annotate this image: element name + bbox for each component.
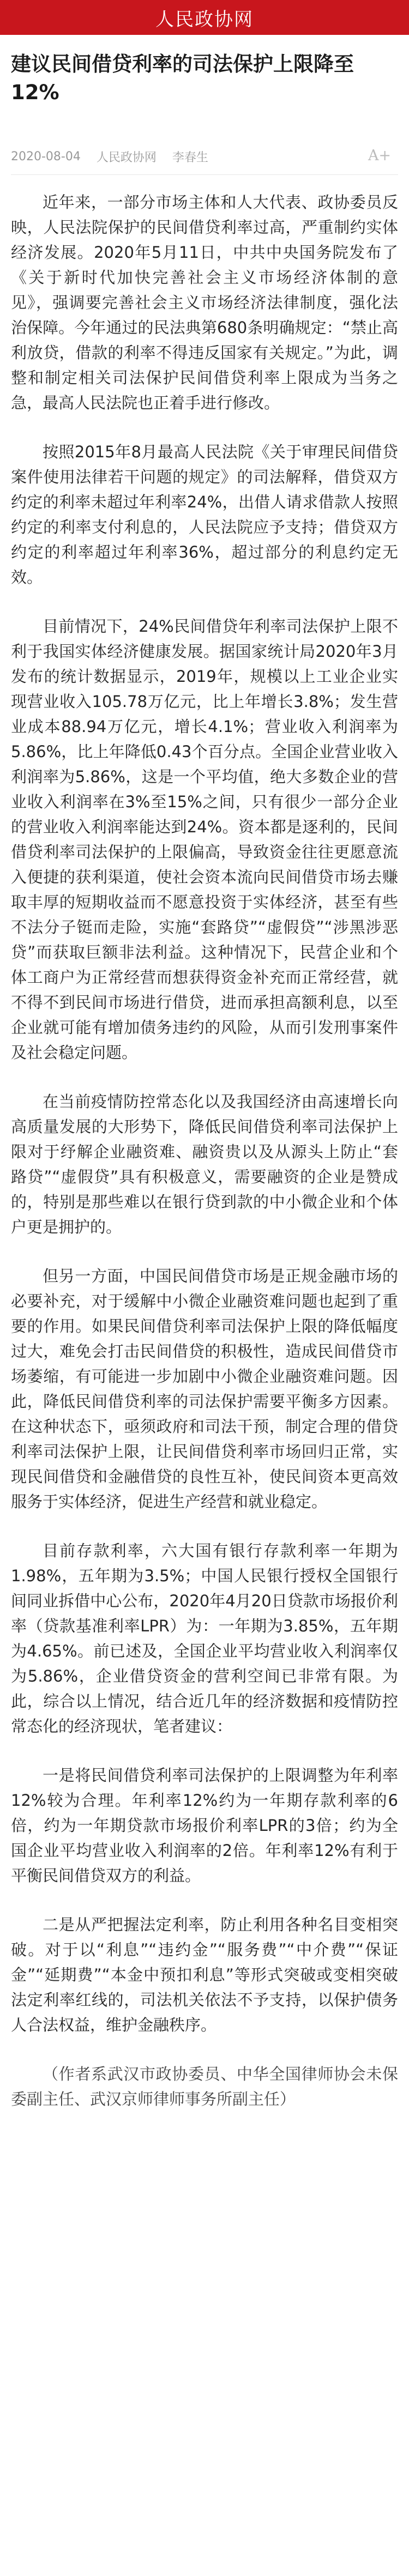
- author-note: （作者系武汉市政协委员、中华全国律师协会未保委副主任、武汉京师律师事务所副主任）: [11, 2065, 398, 2108]
- article-source[interactable]: 人民政协网: [96, 151, 157, 165]
- article-meta: [11, 148, 398, 170]
- article-paragraph: 但另一方面，中国民间借贷市场是正规金融市场的必要补充，对于缓解中小微企业融资难问题也起到了重要的作用。如果民间借贷利率司法保护上限的降低幅度过大，难免会打击民间借贷的积极性，造成民间借贷市场萎缩，有可能进一步加剧中小微企业融资难问题。因此，降低民间借贷利率的司法保护需要平衡多方因素。在这种状态下，亟须政府和司法干预，制定合理的借贷利率司法保护上限，让民间借贷利率市场回归正常，实现民间借贷和金融借贷的良性互补，使民间资本更高效服务于实体经济，促进生产经营和就业稳定。: [11, 1267, 398, 1511]
- article-paragraph: 近年来，一部分市场主体和人大代表、政协委员反映，人民法院保护的民间借贷利率过高，严重制约实体经济发展。2020年5月11日，中共中央国务院发布了《关于新时代加快完善社会主义市场经济体制的意见》，强调要完善社会主义市场经济法律制度，强化法治保障。今年通过的民法典第680条明确规定：“禁止高利放贷，借款的利率不得违反国家有关规定。”为此，调整和制定相关司法保护民间借贷利率上限成为当务之急，最高人民法院也正着手进行修改。: [11, 193, 398, 412]
- article-paragraph: 在当前疫情防控常态化以及我国经济由高速增长向高质量发展的大形势下，降低民间借贷利率司法保护上限对于纾解企业融资难、融资贵以及从源头上防止“套路贷”“虚假贷”具有积极意义，需要融资的企业是赞成的，特别是那些难以在银行贷到款的中小微企业和个体户更是拥护的。: [11, 1092, 398, 1236]
- article-title: 建议民间借贷利率的司法保护上限降至12%: [11, 52, 354, 104]
- article-paragraph: 目前情况下，24%民间借贷年利率司法保护上限不利于我国实体经济健康发展。据国家统计局2020年3月发布的统计数据显示，2019年，规模以上工业企业实现营业收入105.78万亿元，比上年增长3.8%；发生营业成本88.94万亿元，增长4.1%；营业收入利润率为5.86%，比上年降低0.43个百分点。全国企业营业收入利润率为5.86%，这是一个平均值，绝大多数企业的营业收入利润率在3%至15%之间，只有很少一部分企业的营业收入利润率能达到24%。资本都是逐利的，民间借贷利率司法保护的上限偏高，导致资金往往更愿意流入便捷的获利渠道，使社会资本流向民间借贷市场去赚取丰厚的短期收益而不愿意投资于实体经济，甚至有些不法分子铤而走险，实施“套路贷”“虚假贷”“涉黑涉恶贷”而获取巨额非法利益。这种情况下，民营企业和个体工商户为正常经营而想获得资金补充而正常经营，就不得不到民间市场进行借贷，进而承担高额利息，以至企业就可能有增加债务违约的风险，从而引发刑事案件及社会稳定问题。: [11, 617, 398, 1062]
- site-name[interactable]: 人民政协网: [155, 8, 254, 31]
- divider: [11, 174, 398, 175]
- article-paragraph: 二是从严把握法定利率，防止利用各种名目变相突破。对于以“利息”“违约金”“服务费”“中介费”“保证金”“延期费”“本金中预扣利息”等形式突破或变相突破法定利率红线的，司法机关依法不予支持，以保护债务人合法权益，维护金融秩序。: [11, 1915, 398, 2034]
- article-author: 李春生: [172, 151, 208, 165]
- publish-date: 2020-08-04: [11, 150, 81, 164]
- article-paragraph: 目前存款利率，六大国有银行存款利率一年期为1.98%，五年期为3.5%；中国人民银行授权全国银行间同业拆借中心公布，2020年4月20日贷款市场报价利率（贷款基准利率LPR）为：一年期为3.85%，五年期为4.65%。前已述及，全国企业平均营业收入利润率仅为5.86%，企业借贷资金的营利空间已非常有限。为此，综合以上情况，结合近几年的经济数据和疫情防控常态化的经济现状，笔者建议：: [11, 1541, 398, 1736]
- article-paragraph: 按照2015年8月最高人民法院《关于审理民间借贷案件使用法律若干问题的规定》的司法解释，借贷双方约定的利率未超过年利率24%，出借人请求借款人按照约定的利率支付利息的，人民法院应予支持；借贷双方约定的利率超过年利率36%，超过部分的利息约定无效。: [11, 443, 398, 586]
- article-body: [11, 190, 398, 2112]
- site-header: [0, 0, 409, 35]
- font-size-toggle-icon[interactable]: A+: [368, 147, 392, 164]
- article-paragraph: 一是将民间借贷利率司法保护的上限调整为年利率12%较为合理。年利率12%约为一年期存款利率的6倍，约为一年期贷款市场报价利率LPR的3倍；约为全国企业平均营业收入利润率的2倍。年利率12%有利于平衡民间借贷双方的利益。: [11, 1766, 398, 1885]
